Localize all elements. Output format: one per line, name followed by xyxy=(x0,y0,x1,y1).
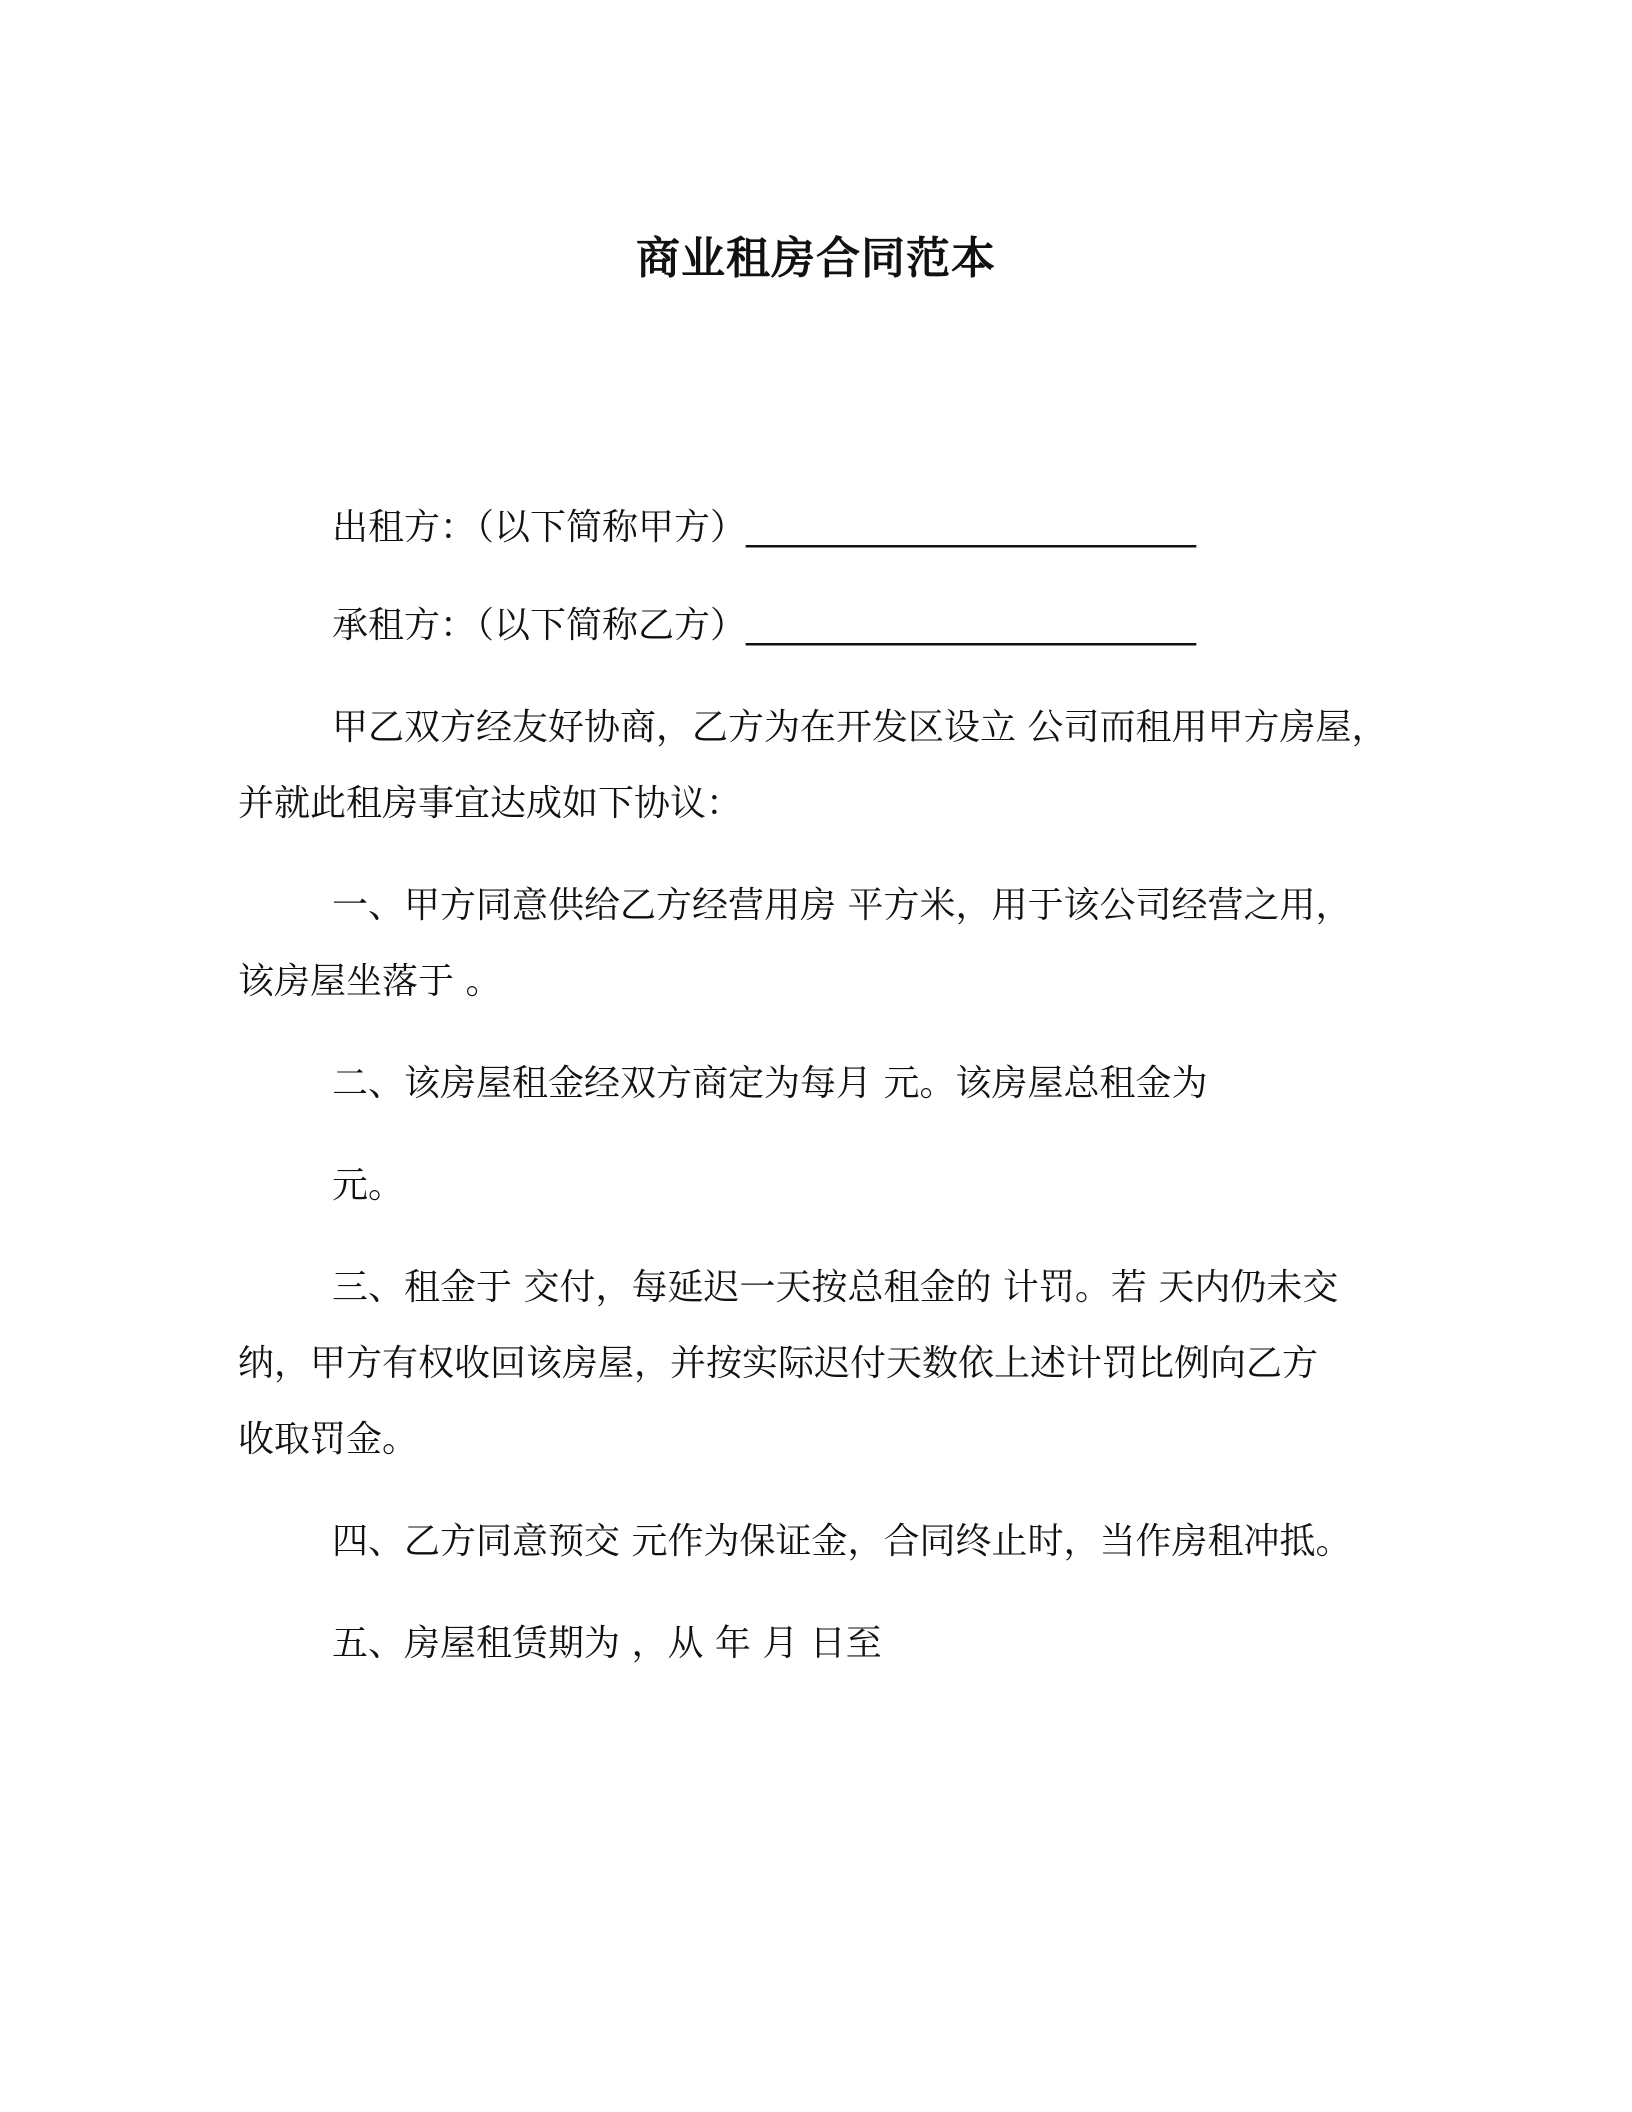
clause-4-line-1: 四、乙方同意预交 元作为保证金，合同终止时，当作房租冲抵。 xyxy=(332,1521,1352,1562)
clause-2-line-1: 二、该房屋租金经双方商定为每月 元。该房屋总租金为 xyxy=(332,1063,1208,1104)
intro-line-1: 甲乙双方经友好协商，乙方为在开发区设立 公司而租用甲方房屋， xyxy=(332,707,1388,748)
clause-1-line-1: 一、甲方同意供给乙方经营用房 平方米，用于该公司经营之用， xyxy=(332,885,1352,926)
clause-5-line-1: 五、房屋租赁期为 ，从 年 月 日至 xyxy=(332,1623,882,1664)
clause-3-line-3: 收取罚金。 xyxy=(238,1419,419,1460)
intro-line-2: 并就此租房事宜达成如下协议： xyxy=(238,783,743,824)
document-title: 商业租房合同范本 xyxy=(636,233,996,284)
clause-3-line-1: 三、租金于 交付，每延迟一天按总租金的 计罚。若 天内仍未交 xyxy=(332,1267,1339,1308)
clause-3-line-2: 纳，甲方有权收回该房屋，并按实际迟付天数依上述计罚比例向乙方 xyxy=(238,1343,1319,1384)
lessee-line: 承租方：（以下简称乙方）_________________________ xyxy=(332,605,1197,646)
lessor-line: 出租方：（以下简称甲方）_________________________ xyxy=(332,507,1197,548)
clause-1-line-2: 该房屋坐落于 。 xyxy=(238,961,502,1002)
clause-2-line-2: 元。 xyxy=(332,1165,405,1206)
